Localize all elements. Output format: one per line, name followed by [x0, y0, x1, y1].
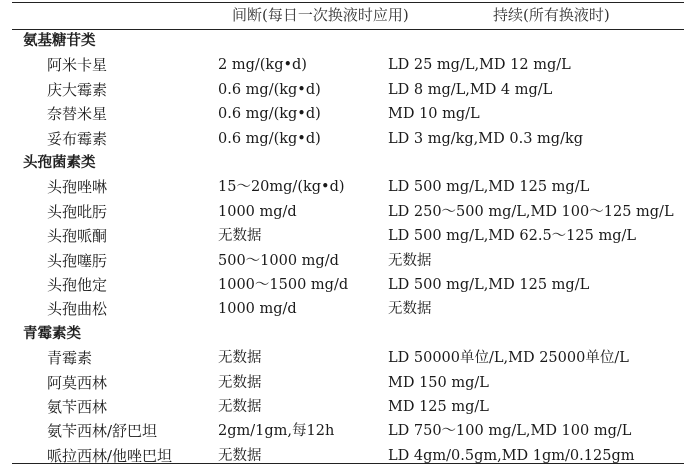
intermittent-dose: 0.6 mg/(kg•d) [218, 106, 321, 123]
drug-name: 头孢噻肟 [47, 251, 108, 270]
table-row [0, 78, 693, 102]
intermittent-dose: 1000～1500 mg/d [218, 277, 349, 293]
category-name: 氨基糖苷类 [23, 33, 96, 49]
table-row [0, 224, 693, 248]
table-row [0, 53, 693, 77]
table-row [0, 249, 693, 273]
continuous-dose: LD 750～100 mg/L,MD 100 mg/L [388, 423, 632, 440]
table-row [0, 444, 693, 468]
intermittent-dose: 1000 mg/d [218, 301, 297, 318]
intermittent-dose: 无数据 [218, 374, 262, 391]
drug-name: 头孢哌酮 [47, 227, 108, 246]
category-name: 青霉素类 [23, 325, 81, 342]
drug-name: 氨苄西林 [47, 398, 108, 416]
continuous-dose: LD 500 mg/L,MD 125 mg/L [388, 179, 590, 196]
table-row [0, 127, 693, 151]
continuous-dose: LD 500 mg/L,MD 125 mg/L [388, 277, 590, 293]
drug-name: 头孢他定 [47, 276, 108, 294]
table-row [0, 273, 693, 297]
continuous-dose: MD 125 mg/L [388, 399, 489, 415]
continuous-dose: MD 10 mg/L [388, 106, 480, 123]
continuous-dose: 无数据 [388, 252, 432, 269]
continuous-dose: LD 500 mg/L,MD 62.5～125 mg/L [388, 228, 637, 245]
drug-name: 阿莫西林 [47, 373, 108, 392]
drug-name: 庆大霉素 [47, 80, 108, 99]
table-row [0, 200, 693, 224]
table-row [0, 419, 693, 443]
drug-name: 哌拉西林/他唑巴坦 [47, 446, 173, 465]
drug-name: 头孢曲松 [47, 300, 108, 319]
category-row [0, 29, 693, 53]
intermittent-dose: 2 mg/(kg•d) [218, 57, 307, 74]
intermittent-dose: 15～20mg/(kg•d) [218, 179, 345, 196]
table-row [0, 395, 693, 419]
drug-name: 头孢吡肟 [47, 202, 108, 221]
category-name: 头孢菌素类 [23, 155, 96, 171]
drug-name: 阿米卡星 [47, 56, 108, 75]
intermittent-dose: 无数据 [218, 228, 262, 245]
table-bottom-rule [12, 463, 684, 464]
continuous-dose: 无数据 [388, 301, 432, 318]
table-row [0, 102, 693, 126]
intermittent-dose: 0.6 mg/(kg•d) [218, 81, 321, 98]
intermittent-dose: 无数据 [218, 447, 262, 464]
table-header-row [0, 3, 693, 27]
drug-name: 奈替米星 [47, 105, 108, 124]
continuous-dose: LD 4gm/0.5gm,MD 1gm/0.125gm [388, 447, 635, 464]
continuous-dose: LD 3 mg/kg,MD 0.3 mg/kg [388, 130, 584, 147]
category-row [0, 322, 693, 346]
continuous-dose: LD 25 mg/L,MD 12 mg/L [388, 57, 571, 74]
intermittent-dose: 500～1000 mg/d [218, 252, 339, 269]
drug-name: 头孢唑啉 [47, 178, 108, 197]
header-continuous: 持续(所有换液时) [493, 6, 610, 24]
header-intermittent: 间断(每日一次换液时应用) [232, 6, 409, 24]
category-row [0, 151, 693, 175]
continuous-dose: LD 50000单位/L,MD 25000单位/L [388, 350, 629, 367]
drug-name: 青霉素 [47, 349, 93, 368]
table-row [0, 346, 693, 370]
intermittent-dose: 无数据 [218, 399, 262, 415]
intermittent-dose: 0.6 mg/(kg•d) [218, 130, 321, 147]
continuous-dose: MD 150 mg/L [388, 374, 489, 391]
continuous-dose: LD 250～500 mg/L,MD 100～125 mg/L [388, 203, 674, 220]
continuous-dose: LD 8 mg/L,MD 4 mg/L [388, 81, 553, 98]
intermittent-dose: 2gm/1gm,每12h [218, 423, 335, 440]
table-row [0, 297, 693, 321]
intermittent-dose: 1000 mg/d [218, 203, 297, 220]
intermittent-dose: 无数据 [218, 350, 262, 367]
table-row [0, 175, 693, 199]
table-row [0, 371, 693, 395]
drug-name: 妥布霉素 [47, 129, 108, 148]
drug-name: 氨苄西林/舒巴坦 [47, 422, 158, 441]
